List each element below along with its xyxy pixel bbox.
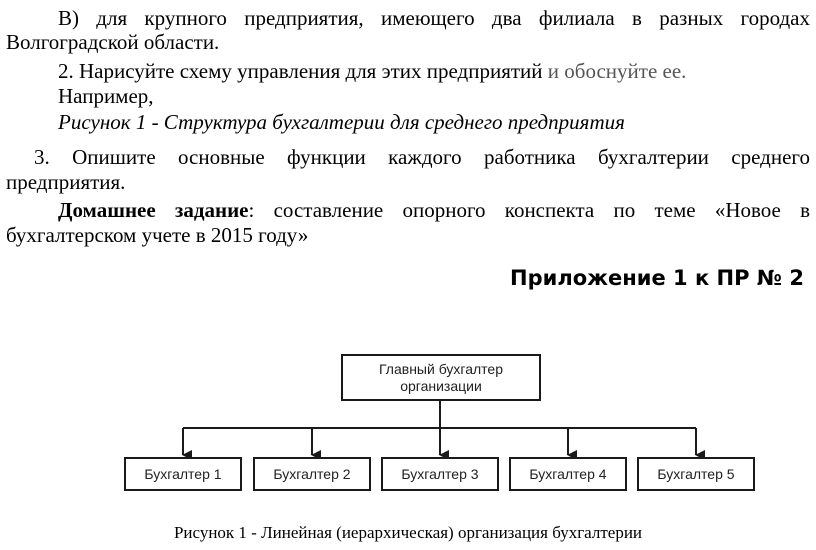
chief-accountant-box [341,354,541,401]
task-2-main: 2. Нарисуйте схему управления для этих предприятий [58,59,543,83]
paragraph-v-line2: Волгоградской области. [6,30,220,54]
homework-line2: бухгалтерском учете в 2015 году» [6,223,309,247]
accountant-5-box [637,457,755,491]
accountant-3-box [381,457,499,491]
task-3-line1: 3. Опишите основные функции каждого работника бухгалтерии среднего [34,145,810,169]
accountant-2-box [253,457,371,491]
homework-label: Домашнее задание [58,198,249,222]
accountant-1-box [124,457,242,491]
accountant-5-label: Бухгалтер 5 [657,465,735,482]
task-3-line2: предприятия. [6,170,126,194]
appendix-title: Приложение 1 к ПР № 2 [510,266,804,290]
figure-reference: Рисунок 1 - Структура бухгалтерии для среднего предприятия [58,110,625,134]
accountant-4-label: Бухгалтер 4 [529,465,607,482]
homework-text: : составление опорного конспекта по теме «Новое в [248,198,810,222]
chief-accountant-line2: организации [400,377,482,394]
accountant-1-label: Бухгалтер 1 [144,465,222,482]
figure-caption: Рисунок 1 - Линейная (иерархическая) организация бухгалтерии [173,523,643,542]
task-2-tail: и обоснуйте ее. [547,59,687,83]
accountant-2-label: Бухгалтер 2 [273,465,351,482]
paragraph-v-line1: В) для крупного предприятия, имеющего два филиала в разных городах [58,6,810,30]
accountant-3-label: Бухгалтер 3 [401,465,479,482]
example-label: Например, [58,84,154,108]
chief-accountant-line1: Главный бухгалтер [379,360,503,377]
accountant-4-box [509,457,627,491]
